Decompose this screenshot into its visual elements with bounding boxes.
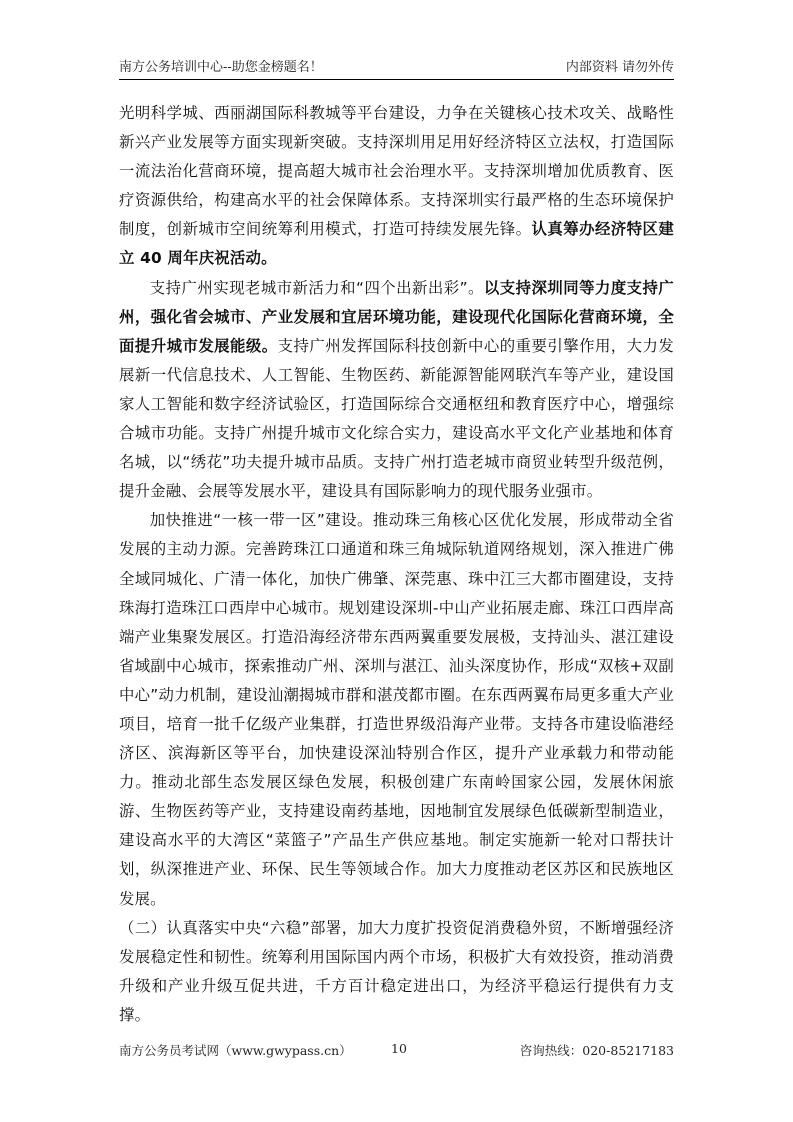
- header-divider: [119, 79, 674, 80]
- footer-hotline: 咨询热线：020-85217183: [519, 1043, 674, 1058]
- paragraph-2-text: 支持广州发挥国际科技创新中心的重要引擎作用，大力发展新一代信息技术、人工智能、生物医药、新能源智能网联汽车等产业，建设国家人工智能和数字经济试验区，打造国际综合交通枢纽和教育医疗中心，增强综合城市功能。支持广州提升城市文化综合实力，建设高水平文化产业基地和体育名城，以“绣花”功夫提升城市品质。支持广州打造老城市商贸业转型升级范例，提升金融、会展等发展水平，建设具有国际影响力的现代服务业强市。: [119, 336, 674, 501]
- paragraph-2-lead: 支持广州实现老城市新活力和“四个出新出彩”。: [149, 278, 484, 297]
- footer-website: 南方公务员考试网（www.gwypass.cn）: [119, 1043, 352, 1058]
- page-footer: [119, 1041, 674, 1061]
- paragraph-2-bold: 以支持深圳同等力度支持广州，强化省会城市、产业发展和宜居环境功能，建设现代化国际化营商环境，全面提升城市发展能级。: [119, 278, 674, 355]
- paragraph-3: 加快推进“一核一带一区”建设。推动珠三角核心区优化发展，形成带动全省发展的主动力源。完善跨珠江口通道和珠三角城际轨道网络规划，深入推进广佛全域同城化、广清一体化，加快广佛肇、深莞惠、珠中江三大都市圈建设，支持珠海打造珠江口西岸中心城市。规划建设深圳-中山产业拓展走廊、珠江口西岸高端产业集聚发展区。打造沿海经济带东西两翼重要发展极，支持汕头、湛江建设省域副中心城市，探索推动广州、深圳与湛江、汕头深度协作，形成“双核+双副中心”动力机制，建设汕潮揭城市群和湛茂都市圈。在东西两翼布局更多重大产业项目，培育一批千亿级产业集群，打造世界级沿海产业带。支持各市建设临港经济区、滨海新区等平台，加快建设深汕特别合作区，提升产业承载力和带动能力。推动北部生态发展区绿色发展，积极创建广东南岭国家公园，发展休闲旅游、生物医药等产业，支持建设南药基地，因地制宜发展绿色低碳新型制造业，建设高水平的大湾区“菜篮子”产品生产供应基地。制定实施新一轮对口帮扶计划，纵深推进产业、环保、民生等领域合作。加大力度推动老区苏区和民族地区发展。: [119, 511, 674, 908]
- paragraph-4: （二）认真落实中央“六稳”部署，加大力度扩投资促消费稳外贸，不断增强经济发展稳定性和韧性。统筹利用国际国内两个市场，积极扩大有效投资，推动消费升级和产业升级互促共进，千方百计稳定进出口，为经济平稳运行提供有力支撑。: [119, 918, 674, 1024]
- paragraph-1-bold: 认真筹办经济特区建立 40 周年庆祝活动。: [119, 220, 674, 268]
- header-left-text: 南方公务培训中心--助您金榜题名！: [119, 60, 323, 75]
- paragraph-1-text: 光明科学城、西丽湖国际科教城等平台建设，力争在关键核心技术攻关、战略性新兴产业发展等方面实现新突破。支持深圳用足用好经济特区立法权，打造国际一流法治化营商环境，提高超大城市社会治理水平。支持深圳增加优质教育、医疗资源供给，构建高水平的社会保障体系。支持深圳实行最严格的生态环境保护制度，创新城市空间统筹利用模式，打造可持续发展先锋。: [119, 104, 674, 239]
- page-header: [119, 53, 674, 75]
- page-number: 10: [391, 1041, 407, 1056]
- paragraph-2: [119, 274, 674, 507]
- header-right-text: 内部资料 请勿外传: [565, 60, 674, 75]
- document-body: [119, 99, 674, 1030]
- paragraph-1: [119, 99, 674, 274]
